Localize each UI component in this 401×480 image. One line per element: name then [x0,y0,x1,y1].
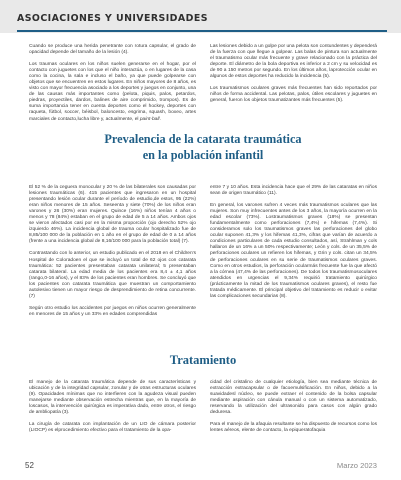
treatment-right-paragraph-2: Para el manejo de la afaquia resultante se ha dispuesto de recursos como los lentes aéreos, elente de contacto, la epiqueratofaquia [210,422,377,434]
issue-date: Marzo 2023 [336,461,377,470]
treatment-heading: Tratamiento [169,353,237,367]
prevalence-left-paragraph-1: El 52 % de la ceguera monocular y 20 % de las bilaterales son causadas por lesiones traumáticas (6). 415 pacientes que ingresaron en un hospital presentando lesión ocular durante el período de estudio,de estos, 95 (22%) eran niños menores de 15 años. Seseenta y siete (70%) de los niños eran varones y 26 (30%) eran mujeres. Quince (16%) niños tenían 4 años o menos y 78 (84%) estaban en el grupo de edad de 5 a 14 años. Ambos ojos se vieron afectados casi por en la misma proporción (ojo derecho 52% ojo izquierdo 46%). La incidencia global de trauma ocular hospitalizado fue de 8,85/100 000 de la población en 1 año en el grupo de edad de 0 a 14 años (frente a una incidencia global de 8,16/100 000 para la población total) (7). [29,185,196,245]
treatment-left-paragraph-2: La cirugía de catarata con implantación de un LIO de cámara posterior (LIOCP) es elprocedimiento efectivo para el tratamiento de la opa- [29,422,196,434]
prevalence-heading-line-1: Prevalencia de la catarata traumática [104,132,302,146]
intro-left-paragraph-2-main: Los traumas oculares en los niños suelen generarse en el hogar, por el contacto con juguetes con los que el niño interactúa, o en lugares de la casa como la cocina, la sala e incluso el baño, ya que puede golpearse con objetos que se encuentren en estos lugares. En niños mayores de 8 años, es visto con mayor frecuencia asociado a los deportes y juegos en conjunto, una de las causas más importantes como (pelota, piquis, palos, petardos, piedras, proyectiles, dardos, balines de aire comprimido, trompos). Es de suma importancia tener en cuenta deportes como el hockey, deportes con raqueta, fútbol, soccer, béisbol, baloncesto, esgrima, squash, boxeo, artes marciales de contacto,lucha libre y, actualmente, el [29,62,196,122]
intro-right-paragraph-1: Las lesiones debido a un golpe por una pelota son contundentes y dependerá de la fuerza con que llegue a golpear. Las balas de pintura son actualmente el traumatismo ocular más frecuente y grave relacionado con la práctica del deporte. El diámetro de la bola deportiva es inferior a 2 cm y su velocidad es de 90 a 150 metros por segundo. En los últimos años, laprotección ocular en algunos de estos deportes ha reducido la incidencia (5). [210,44,377,80]
intro-left-paragraph-1: Cuando se produce una herida penetrante con rotura capsular, el grado de opacidad depende del tamaño de la lesión (4). [29,44,196,56]
prevalence-left-paragraph-3: Según otro estudio los accidentes por juegos en niños ocurren generalmente en menores de 15 años y un 33% en edades comprendidas [29,305,196,317]
treatment-left-paragraph-1: El manejo de la catarata traumática depende de sus características y ubicación y de la integridad capsular, zonular y de otras estructuras oculares (9). Opacidades mínimas que no interfieren con la agudeza visual pueden manejarse mediante observación estrecha mientras que, en la mayoría de loscasos, la intervención quirúrgica es imperativa dado, entre otros, el riesgo de ambliopatía (3). [29,380,196,416]
intro-left-paragraph-2 [29,62,196,122]
prevalence-right-column [210,185,377,300]
prevalence-left-paragraph-2: Contrastando con lo anterior, un estudio publicado en el 2018 en el Children's Hospital de Coloradoen el que se incluyó un total de 62 ojos con catarata traumática: 52 pacientes presentaban catarata unilateral; 5 presentaban catarata bilateral. La edad media de los pacientes era 8,4 ± 4,1 años (rango,0-16 años), y el 83% de los pacientes eran hombres. Se concluyó que los pacientes con catarata traumática que muestran un comportamiento autolesivo tienen un mayor riesgo de desprendimiento de retina concurrente. (7) [29,251,196,299]
prevalence-right-paragraph-1: entre 7 y 10 años. Esta incidencia hace que el 29% de las cataratas en niños sean de origen traumático (11). [210,185,377,197]
prevalence-heading [29,131,377,163]
prevalence-left-column [29,185,196,318]
page-number: 52 [25,461,34,470]
intro-left-paragraph-2-end: . [159,116,161,122]
treatment-right-column [210,380,377,434]
treatment-right-paragraph-1: cidad del cristalino de cualquier etiología, bien sea mediante técnica de extracción extracapsular o de facoemulsificación. En niños, debido a la suavidadesl núcleo, se puede extraer el contenido de la bolsa capsular mediante aspiración con cánula manual o con un sistema automatizado, reservando la utilización del ultrasonido para casos con algún grado deduresa. [210,380,377,416]
header-rule [17,30,387,32]
intro-right-paragraph-2: Los traumatismos oculares graves más frecuentes han sido reportados por niños de forma accidental. Las pelotas, palos, útiles escolares y juguetes en general, fueron los objetos traumatizantes más frecuentes (5). [210,86,377,104]
paint-ball-term: paint-ball [139,116,160,122]
treatment-left-column [29,380,196,434]
prevalence-right-paragraph-2: En general, los varones sufren 4 veces más traumatismos oculares que las mujeres. Son muy infrecuentes antes de los 3 años, la mayoría ocurren en la edad escolar (73%). Lostraumatismos graves (18%) se presentan fundamentalmente como perforaciones (7,4%) e hifemas (7,4%). Si consideramos solo los traumatismos graves las perforaciones del globo ocular suponen 41,3% y los hifemas 41,3%, cifras que varían de acuerdo a condiciones particulares de cada estudio consultados, así, Strahlman y cols hallaron de un 16% a un 50% respectivamente; León y cols. de un 35,5% de perforaciones oculares un refieren los hifemas, y Grin y cols. citan un 34,5% de perforaciones oculares en su serie de traumatismos oculares graves. Como en otros estudios, la perforación ocularmás frecuente fue la que afectó a la córnea (47,4% de las perforaciones). De todos los traumatismosoculares atendidos en urgencias el 9,34% requirió tratamiento quirúrgico (prácticamente la mitad de los traumatismos oculares graves), el resto fue tratada médicamente. El principal objetivo del tratamiento es reducir o evitar las complicaciones secundarias (8). [210,203,377,299]
intro-right-column [210,44,377,104]
section-title: ASOCIACIONES Y UNIVERSIDADES [17,13,208,24]
page-header [0,0,401,33]
prevalence-heading-line-2: en la población infantil [142,148,264,162]
intro-left-column [29,44,196,123]
